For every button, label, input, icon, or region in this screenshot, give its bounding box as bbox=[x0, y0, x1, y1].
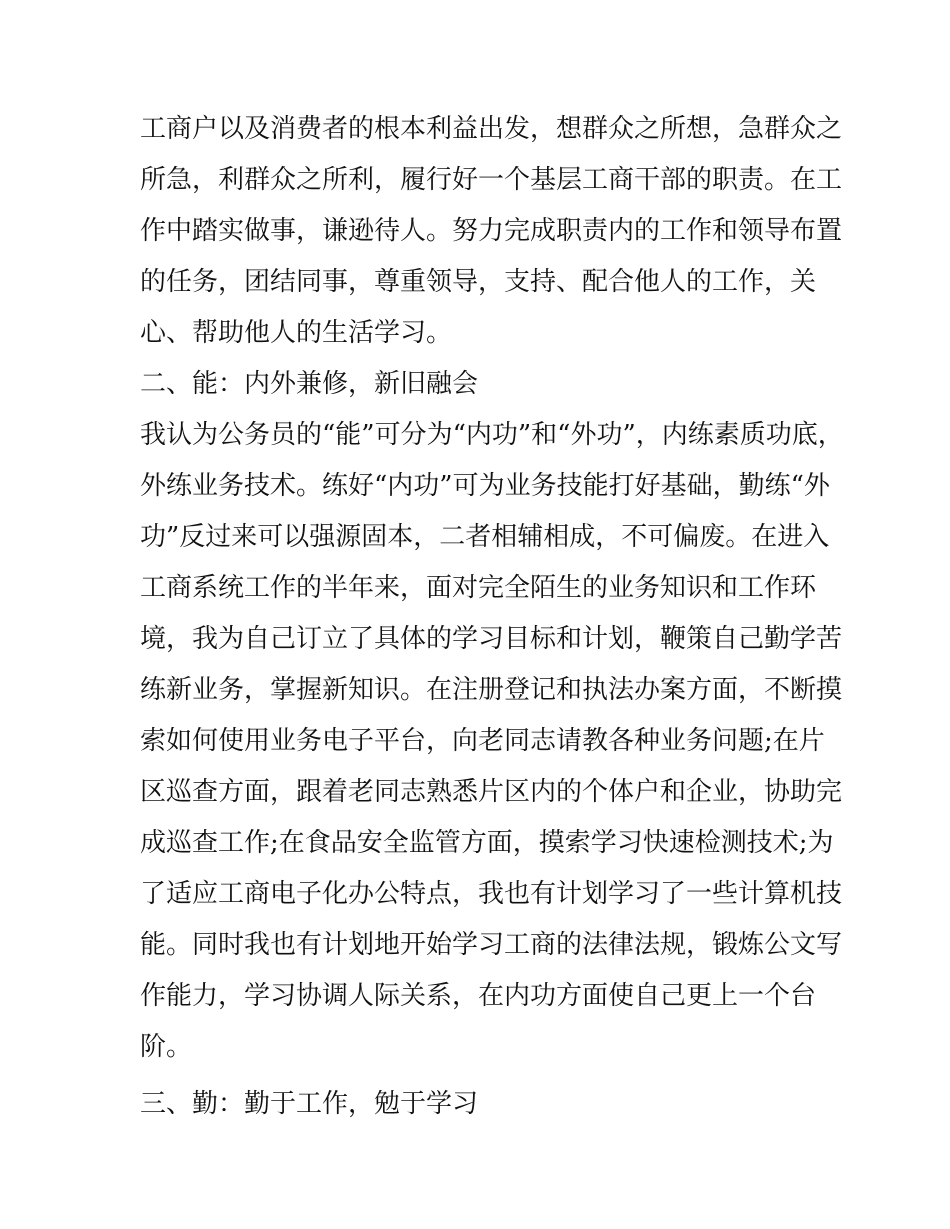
paragraph-line: 我认为公务员的“能”可分为“内功”和“外功”，内练素质功底， bbox=[140, 420, 844, 450]
paragraph-line: 功”反过来可以强源固本，二者相辅相成，不可偏废。在进入 bbox=[140, 522, 830, 552]
section-heading: 三、勤：勤于工作，勉于学习 bbox=[140, 1089, 479, 1119]
paragraph-line: 工商系统工作的半年来，面对完全陌生的业务知识和工作环 bbox=[140, 573, 817, 603]
paragraph-line: 索如何使用业务电子平台，向老同志请教各种业务问题;在片 bbox=[140, 726, 825, 756]
paragraph-line: 阶。 bbox=[140, 1032, 193, 1062]
paragraph-line: 的任务，团结同事，尊重领导，支持、配合他人的工作，关 bbox=[140, 267, 817, 297]
paragraph-line: 能。同时我也有计划地开始学习工商的法律法规，锻炼公文写 bbox=[140, 930, 843, 960]
paragraph-line: 心、帮助他人的生活学习。 bbox=[140, 318, 453, 348]
paragraph-line: 境，我为自己订立了具体的学习目标和计划，鞭策自己勤学苦 bbox=[140, 624, 843, 654]
paragraph-line: 所急，利群众之所利，履行好一个基层工商干部的职责。在工 bbox=[140, 165, 843, 195]
document-body bbox=[140, 104, 844, 1130]
paragraph-line: 了适应工商电子化办公特点，我也有计划学习了一些计算机技 bbox=[140, 879, 843, 909]
paragraph-line: 练新业务，掌握新知识。在注册登记和执法办案方面，不断摸 bbox=[140, 675, 843, 705]
paragraph-line: 区巡查方面，跟着老同志熟悉片区内的个体户和企业，协助完 bbox=[140, 777, 843, 807]
paragraph-line: 成巡查工作;在食品安全监管方面，摸索学习快速检测技术;为 bbox=[140, 828, 834, 858]
paragraph-line: 作中踏实做事，谦逊待人。努力完成职责内的工作和领导布置 bbox=[140, 216, 843, 246]
paragraph-line: 工商户以及消费者的根本利益出发，想群众之所想，急群众之 bbox=[140, 114, 843, 144]
paragraph-line: 外练业务技术。练好“内功”可为业务技能打好基础，勤练“外 bbox=[140, 471, 830, 501]
paragraph-line: 作能力，学习协调人际关系，在内功方面使自己更上一个台 bbox=[140, 981, 817, 1011]
section-heading: 二、能：内外兼修，新旧融会 bbox=[140, 369, 479, 399]
